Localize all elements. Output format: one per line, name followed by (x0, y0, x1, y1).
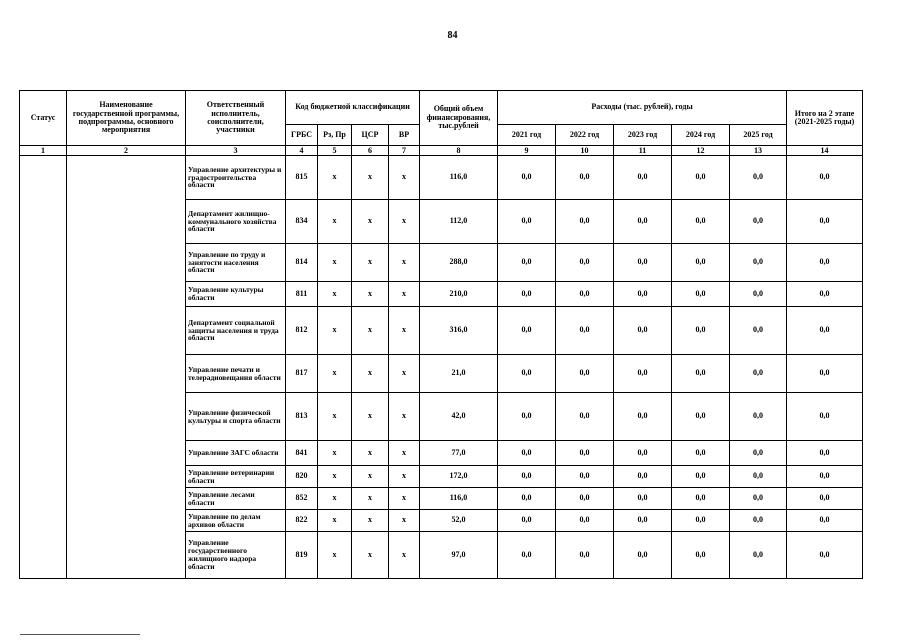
header-total-volume: Общий объем финансирования, тыс.рублей (420, 91, 498, 146)
column-number: 14 (787, 146, 863, 156)
column-number: 5 (318, 146, 352, 156)
year-2021-cell: 0,0 (498, 355, 556, 393)
year-2024-cell: 0,0 (672, 441, 730, 466)
header-budget-code: Код бюджетной классификации (286, 91, 420, 125)
year-2022-cell: 0,0 (556, 441, 614, 466)
csr-cell: x (352, 307, 389, 355)
header-year-2023: 2023 год (614, 125, 672, 146)
executor-cell: Департамент социальной защиты населения и труда области (186, 307, 286, 355)
rzpr-cell: x (318, 532, 352, 579)
header-year-2022: 2022 год (556, 125, 614, 146)
column-number: 3 (186, 146, 286, 156)
header-vr: ВР (389, 125, 420, 146)
csr-cell: x (352, 532, 389, 579)
year-2024-cell: 0,0 (672, 200, 730, 244)
total-cell: 116,0 (420, 156, 498, 200)
year-2022-cell: 0,0 (556, 532, 614, 579)
page-number: 84 (447, 30, 458, 41)
year-2023-cell: 0,0 (614, 282, 672, 307)
stage-total-cell: 0,0 (787, 488, 863, 510)
header-year-2024: 2024 год (672, 125, 730, 146)
rzpr-cell: x (318, 307, 352, 355)
grbs-cell: 834 (286, 200, 318, 244)
grbs-cell: 820 (286, 466, 318, 488)
year-2023-cell: 0,0 (614, 532, 672, 579)
year-2024-cell: 0,0 (672, 510, 730, 532)
column-number: 1 (20, 146, 67, 156)
year-2022-cell: 0,0 (556, 200, 614, 244)
column-number: 7 (389, 146, 420, 156)
stage-total-cell: 0,0 (787, 393, 863, 441)
year-2024-cell: 0,0 (672, 156, 730, 200)
total-cell: 316,0 (420, 307, 498, 355)
year-2022-cell: 0,0 (556, 244, 614, 282)
year-2022-cell: 0,0 (556, 510, 614, 532)
year-2024-cell: 0,0 (672, 307, 730, 355)
vr-cell: x (389, 244, 420, 282)
stage-total-cell: 0,0 (787, 244, 863, 282)
year-2025-cell: 0,0 (730, 393, 787, 441)
executor-cell: Управление ветеринарии области (186, 466, 286, 488)
csr-cell: x (352, 156, 389, 200)
vr-cell: x (389, 441, 420, 466)
stage-total-cell: 0,0 (787, 532, 863, 579)
executor-cell: Управление лесами области (186, 488, 286, 510)
column-number: 11 (614, 146, 672, 156)
column-number: 9 (498, 146, 556, 156)
grbs-cell: 841 (286, 441, 318, 466)
stage-total-cell: 0,0 (787, 441, 863, 466)
year-2024-cell: 0,0 (672, 488, 730, 510)
year-2021-cell: 0,0 (498, 244, 556, 282)
stage-total-cell: 0,0 (787, 355, 863, 393)
year-2024-cell: 0,0 (672, 532, 730, 579)
csr-cell: x (352, 200, 389, 244)
stage-total-cell: 0,0 (787, 200, 863, 244)
header-program-name: Наименование государственной программы, подпрограммы, основного мероприятия (67, 91, 186, 146)
year-2025-cell: 0,0 (730, 532, 787, 579)
year-2023-cell: 0,0 (614, 441, 672, 466)
rzpr-cell: x (318, 441, 352, 466)
executor-cell: Управление ЗАГС области (186, 441, 286, 466)
grbs-cell: 812 (286, 307, 318, 355)
grbs-cell: 819 (286, 532, 318, 579)
grbs-cell: 814 (286, 244, 318, 282)
year-2021-cell: 0,0 (498, 282, 556, 307)
year-2025-cell: 0,0 (730, 156, 787, 200)
year-2021-cell: 0,0 (498, 488, 556, 510)
year-2023-cell: 0,0 (614, 393, 672, 441)
vr-cell: x (389, 466, 420, 488)
column-number: 12 (672, 146, 730, 156)
rzpr-cell: x (318, 355, 352, 393)
rzpr-cell: x (318, 510, 352, 532)
header-status: Статус (20, 91, 67, 146)
year-2025-cell: 0,0 (730, 355, 787, 393)
stage-total-cell: 0,0 (787, 307, 863, 355)
year-2021-cell: 0,0 (498, 156, 556, 200)
year-2024-cell: 0,0 (672, 244, 730, 282)
table-body (20, 156, 863, 579)
year-2024-cell: 0,0 (672, 466, 730, 488)
csr-cell: x (352, 282, 389, 307)
rzpr-cell: x (318, 200, 352, 244)
total-cell: 116,0 (420, 488, 498, 510)
year-2023-cell: 0,0 (614, 355, 672, 393)
year-2023-cell: 0,0 (614, 307, 672, 355)
header-year-2021: 2021 год (498, 125, 556, 146)
executor-cell: Управление по делам архивов области (186, 510, 286, 532)
column-number: 2 (67, 146, 186, 156)
year-2021-cell: 0,0 (498, 393, 556, 441)
vr-cell: x (389, 510, 420, 532)
year-2022-cell: 0,0 (556, 282, 614, 307)
grbs-cell: 817 (286, 355, 318, 393)
csr-cell: x (352, 393, 389, 441)
total-cell: 210,0 (420, 282, 498, 307)
year-2023-cell: 0,0 (614, 156, 672, 200)
header-year-2025: 2025 год (730, 125, 787, 146)
executor-cell: Управление по труду и занятости населения области (186, 244, 286, 282)
year-2024-cell: 0,0 (672, 282, 730, 307)
header-stage-total: Итого на 2 этапе (2021-2025 годы) (787, 91, 863, 146)
csr-cell: x (352, 441, 389, 466)
year-2023-cell: 0,0 (614, 510, 672, 532)
stage-total-cell: 0,0 (787, 466, 863, 488)
grbs-cell: 815 (286, 156, 318, 200)
vr-cell: x (389, 488, 420, 510)
rzpr-cell: x (318, 156, 352, 200)
csr-cell: x (352, 510, 389, 532)
year-2025-cell: 0,0 (730, 466, 787, 488)
year-2025-cell: 0,0 (730, 282, 787, 307)
year-2023-cell: 0,0 (614, 466, 672, 488)
executor-cell: Департамент жилищно-коммунального хозяйства области (186, 200, 286, 244)
table-row (20, 156, 863, 200)
vr-cell: x (389, 307, 420, 355)
grbs-cell: 813 (286, 393, 318, 441)
stage-total-cell: 0,0 (787, 510, 863, 532)
column-number: 8 (420, 146, 498, 156)
rzpr-cell: x (318, 393, 352, 441)
year-2021-cell: 0,0 (498, 441, 556, 466)
executor-cell: Управление физической культуры и спорта области (186, 393, 286, 441)
vr-cell: x (389, 156, 420, 200)
vr-cell: x (389, 282, 420, 307)
year-2023-cell: 0,0 (614, 244, 672, 282)
rzpr-cell: x (318, 466, 352, 488)
total-cell: 77,0 (420, 441, 498, 466)
budget-table (19, 90, 863, 579)
csr-cell: x (352, 488, 389, 510)
year-2021-cell: 0,0 (498, 307, 556, 355)
vr-cell: x (389, 393, 420, 441)
year-2022-cell: 0,0 (556, 307, 614, 355)
year-2021-cell: 0,0 (498, 532, 556, 579)
year-2022-cell: 0,0 (556, 466, 614, 488)
csr-cell: x (352, 466, 389, 488)
status-cell (20, 156, 67, 579)
executor-cell: Управление архитектуры и градостроительства области (186, 156, 286, 200)
executor-cell: Управление государственного жилищного надзора области (186, 532, 286, 579)
column-numbers-row (20, 146, 863, 156)
year-2022-cell: 0,0 (556, 156, 614, 200)
total-cell: 112,0 (420, 200, 498, 244)
total-cell: 21,0 (420, 355, 498, 393)
vr-cell: x (389, 355, 420, 393)
year-2025-cell: 0,0 (730, 200, 787, 244)
rzpr-cell: x (318, 244, 352, 282)
grbs-cell: 811 (286, 282, 318, 307)
column-number: 10 (556, 146, 614, 156)
year-2025-cell: 0,0 (730, 307, 787, 355)
header-expenses: Расходы (тыс. рублей), годы (498, 91, 787, 125)
year-2025-cell: 0,0 (730, 510, 787, 532)
total-cell: 97,0 (420, 532, 498, 579)
year-2025-cell: 0,0 (730, 488, 787, 510)
stage-total-cell: 0,0 (787, 282, 863, 307)
header-csr: ЦСР (352, 125, 389, 146)
year-2024-cell: 0,0 (672, 355, 730, 393)
year-2021-cell: 0,0 (498, 510, 556, 532)
rzpr-cell: x (318, 282, 352, 307)
year-2024-cell: 0,0 (672, 393, 730, 441)
header-responsible: Ответственный исполнитель, соисполнители, участники (186, 91, 286, 146)
column-number: 6 (352, 146, 389, 156)
csr-cell: x (352, 244, 389, 282)
year-2025-cell: 0,0 (730, 244, 787, 282)
year-2022-cell: 0,0 (556, 355, 614, 393)
executor-cell: Управление культуры области (186, 282, 286, 307)
program-name-cell (67, 156, 186, 579)
total-cell: 288,0 (420, 244, 498, 282)
stage-total-cell: 0,0 (787, 156, 863, 200)
year-2025-cell: 0,0 (730, 441, 787, 466)
rzpr-cell: x (318, 488, 352, 510)
total-cell: 52,0 (420, 510, 498, 532)
year-2023-cell: 0,0 (614, 488, 672, 510)
header-rzpr: Рз, Пр (318, 125, 352, 146)
vr-cell: x (389, 200, 420, 244)
total-cell: 172,0 (420, 466, 498, 488)
year-2021-cell: 0,0 (498, 466, 556, 488)
executor-cell: Управление печати и телерадиовещания области (186, 355, 286, 393)
grbs-cell: 852 (286, 488, 318, 510)
year-2022-cell: 0,0 (556, 488, 614, 510)
year-2022-cell: 0,0 (556, 393, 614, 441)
total-cell: 42,0 (420, 393, 498, 441)
year-2021-cell: 0,0 (498, 200, 556, 244)
year-2023-cell: 0,0 (614, 200, 672, 244)
grbs-cell: 822 (286, 510, 318, 532)
column-number: 4 (286, 146, 318, 156)
csr-cell: x (352, 355, 389, 393)
header-grbs: ГРБС (286, 125, 318, 146)
vr-cell: x (389, 532, 420, 579)
page-bottom-rule (20, 634, 140, 635)
column-number: 13 (730, 146, 787, 156)
